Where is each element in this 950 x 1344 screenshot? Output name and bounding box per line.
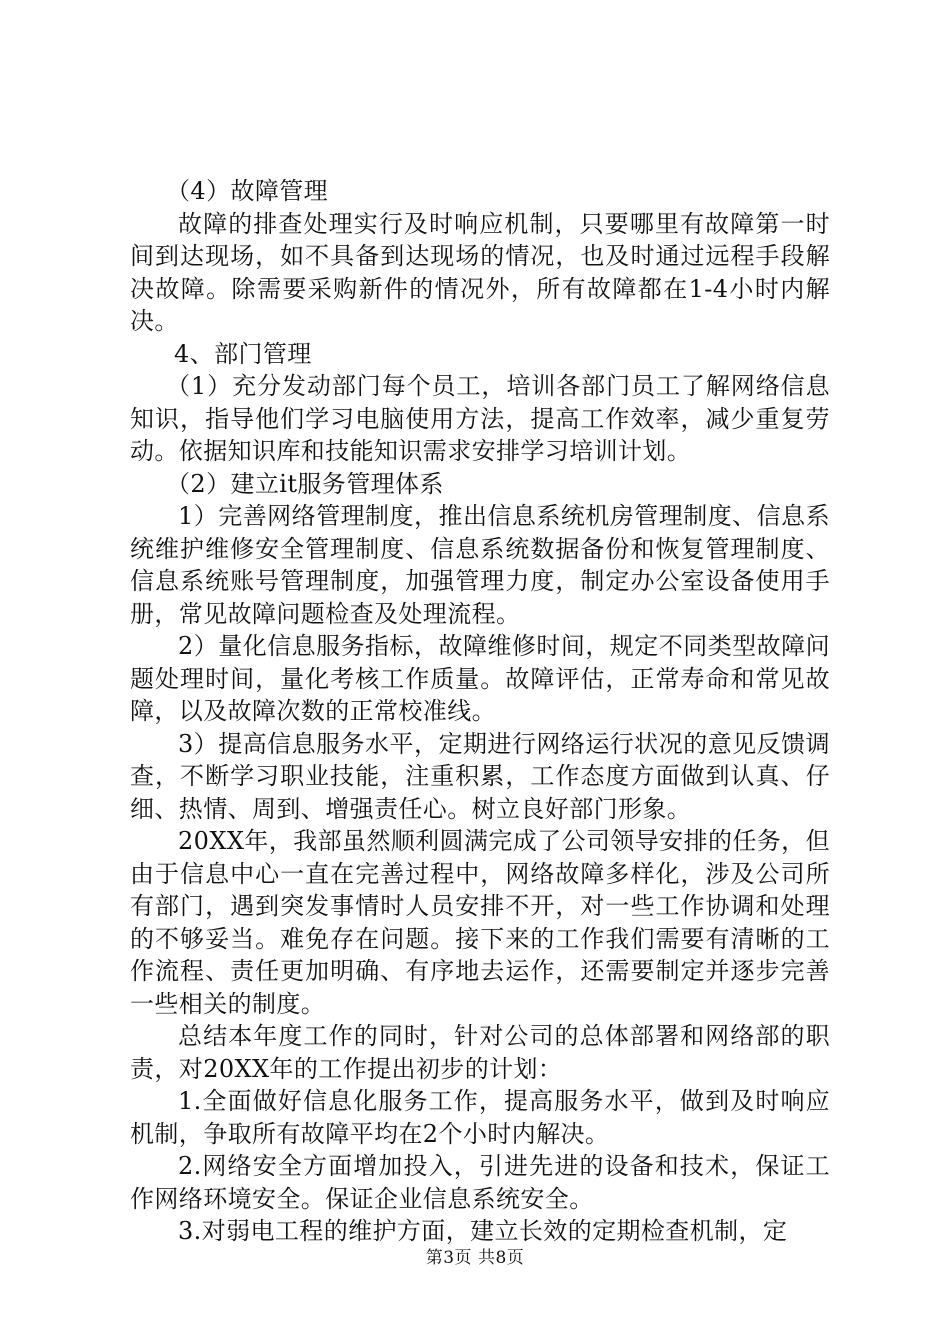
page-number-footer: 第3页 共8页 bbox=[425, 1248, 525, 1268]
section-heading-department-management: 4、部门管理 bbox=[174, 339, 312, 368]
paragraph-staff-training: （1）充分发动部门每个员工，培训各部门员工了解网络信息知识，指导他们学习电脑使用方法，提高工作效率，减少重复劳动。依据知识库和技能知识需求安排学习培训计划。 bbox=[130, 372, 830, 465]
plan-item-1: 1.全面做好信息化服务工作，提高服务水平，做到及时响应机制，争取所有故障平均在2个小时内解决。 bbox=[130, 1087, 830, 1148]
paragraph-fault-response: 故障的排查处理实行及时响应机制，只要哪里有故障第一时间到达现场，如不具备到达现场的情况，也及时通过远程手段解决故障。除需要采购新件的情况外，所有故障都在1-4小时内解决。 bbox=[130, 209, 830, 335]
document-body bbox=[130, 175, 830, 1248]
paragraph-network-policy: 1）完善网络管理制度，推出信息系统机房管理制度、信息系统维护维修安全管理制度、信息系统数据备份和恢复管理制度、信息系统账号管理制度，加强管理力度，制定办公室设备使用手册，常见故障问题检查及处理流程。 bbox=[130, 502, 830, 628]
plan-item-3: 3.对弱电工程的维护方面，建立长效的定期检查机制，定 bbox=[178, 1217, 788, 1245]
paragraph-service-metrics: 2）量化信息服务指标，故障维修时间，规定不同类型故障问题处理时间，量化考核工作质量。故障评估，正常寿命和常见故障，以及故障次数的正常校准线。 bbox=[130, 632, 830, 725]
paragraph-year-review: 20XX年，我部虽然顺利圆满完成了公司领导安排的任务，但由于信息中心一直在完善过程中，网络故障多样化，涉及公司所有部门，遇到突发事情时人员安排不开，对一些工作协调和处理的不够妥当。难免存在问题。接下来的工作我们需要有清晰的工作流程、责任更加明确、有序地去运作，还需要制定并逐步完善一些相关的制度。 bbox=[130, 827, 830, 1018]
paragraph-service-level: 3）提高信息服务水平，定期进行网络运行状况的意见反馈调查，不断学习职业技能，注重积累，工作态度方面做到认真、仔细、热情、周到、增强责任心。树立良好部门形象。 bbox=[130, 729, 830, 823]
paragraph-plan-intro: 总结本年度工作的同时，针对公司的总体部署和网络部的职责，对20XX年的工作提出初步的计划： bbox=[130, 1022, 830, 1083]
section-heading-it-service: （2）建立it服务管理体系 bbox=[166, 469, 444, 498]
section-heading-fault-management: （4）故障管理 bbox=[166, 177, 329, 205]
plan-item-2: 2.网络安全方面增加投入，引进先进的设备和技术，保证工作网络环境安全。保证企业信息系统安全。 bbox=[130, 1152, 830, 1213]
